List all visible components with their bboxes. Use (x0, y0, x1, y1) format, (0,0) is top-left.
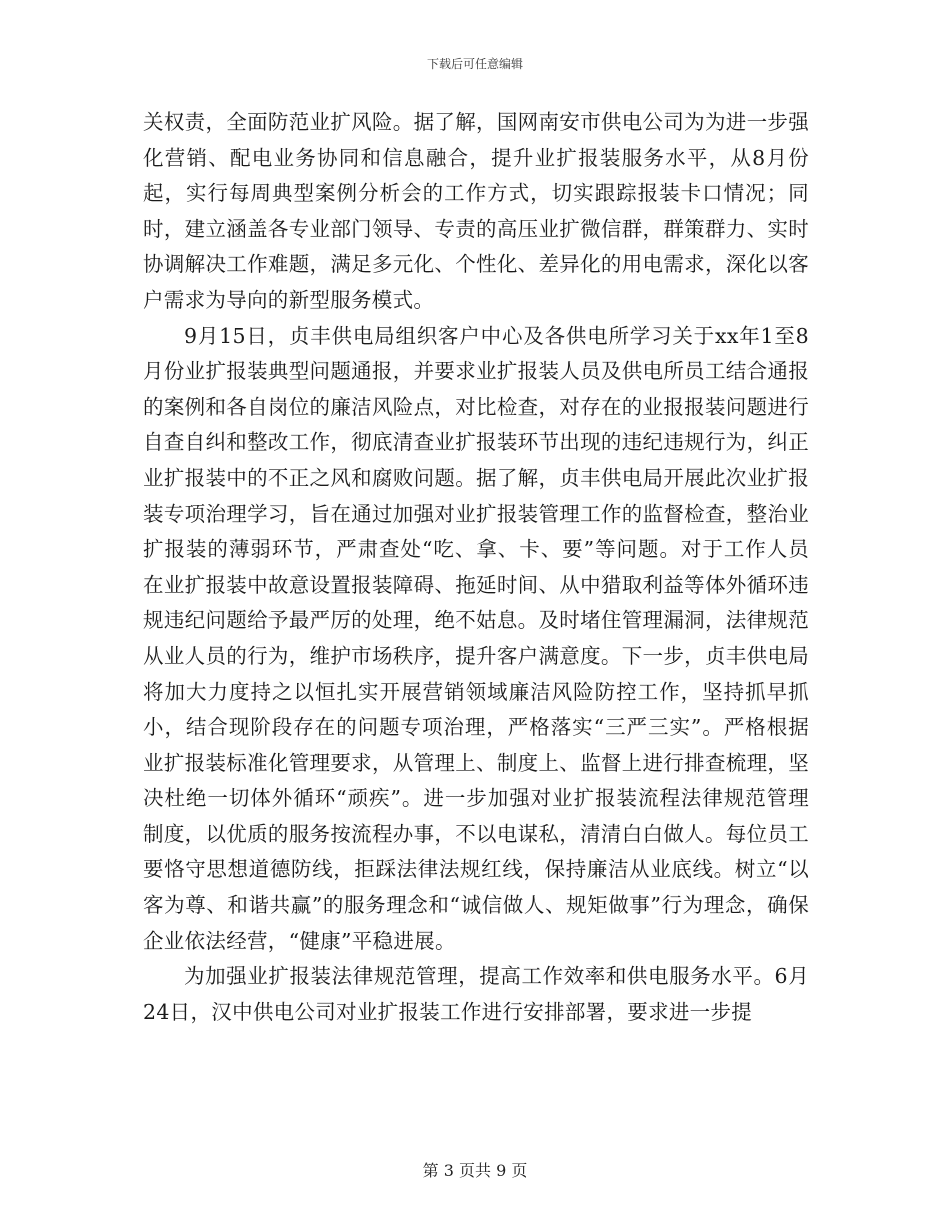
paragraph-1: 关权责，全面防范业扩风险。据了解，国网南安市供电公司为为进一步强化营销、配电业务协同和信息融合，提升业扩报装服务水平，从8月份起，实行每周典型案例分析会的工作方式，切实跟踪报装卡口情况；同时，建立涵盖各专业部门领导、专责的高压业扩微信群，群策群力、实时协调解决工作难题，满足多元化、个性化、差异化的用电需求，深化以客户需求为导向的新型服务模式。 (143, 110, 809, 312)
header-note: 下载后可任意编辑 (426, 57, 523, 71)
page-number-footer: 第 3 页共 9 页 (422, 1161, 528, 1180)
document-body (143, 105, 809, 1030)
paragraph-3: 为加强业扩报装法律规范管理，提高工作效率和供电服务水平。6月24日，汉中供电公司对业扩报装工作进行安排部署，要求进一步提 (143, 964, 809, 1024)
paragraph-2: 9月15日，贞丰供电局组织客户中心及各供电所学习关于xx年1至8月份业扩报装典型问题通报，并要求业扩报装人员及供电所员工结合通报的案例和各自岗位的廉洁风险点，对比检查，对存在的业报报装问题进行自查自纠和整改工作，彻底清查业扩报装环节出现的违纪违规行为，纠正业扩报装中的不正之风和腐败问题。据了解，贞丰供电局开展此次业扩报装专项治理学习，旨在通过加强对业扩报装管理工作的监督检查，整治业扩报装的薄弱环节，严肃查处“吃、拿、卡、要”等问题。对于工作人员在业扩报装中故意设置报装障碍、拖延时间、从中猎取利益等体外循环违规违纪问题给予最严厉的处理，绝不姑息。及时堵住管理漏洞，法律规范从业人员的行为，维护市场秩序，提升客户满意度。下一步，贞丰供电局将加大力度持之以恒扎实开展营销领域廉洁风险防控工作，坚持抓早抓小，结合现阶段存在的问题专项治理，严格落实“三严三实”。严格根据业扩报装标准化管理要求，从管理上、制度上、监督上进行排查梳理，坚决杜绝一切体外循环“顽疾”。进一步加强对业扩报装流程法律规范管理制度，以优质的服务按流程办事，不以电谋私，清清白白做人。每位员工要恪守思想道德防线，拒踩法律法规红线，保持廉洁从业底线。树立“以客为尊、和谐共赢”的服务理念和“诚信做人、规矩做事”行为理念，确保企业依法经营，“健康”平稳进展。 (143, 323, 809, 953)
